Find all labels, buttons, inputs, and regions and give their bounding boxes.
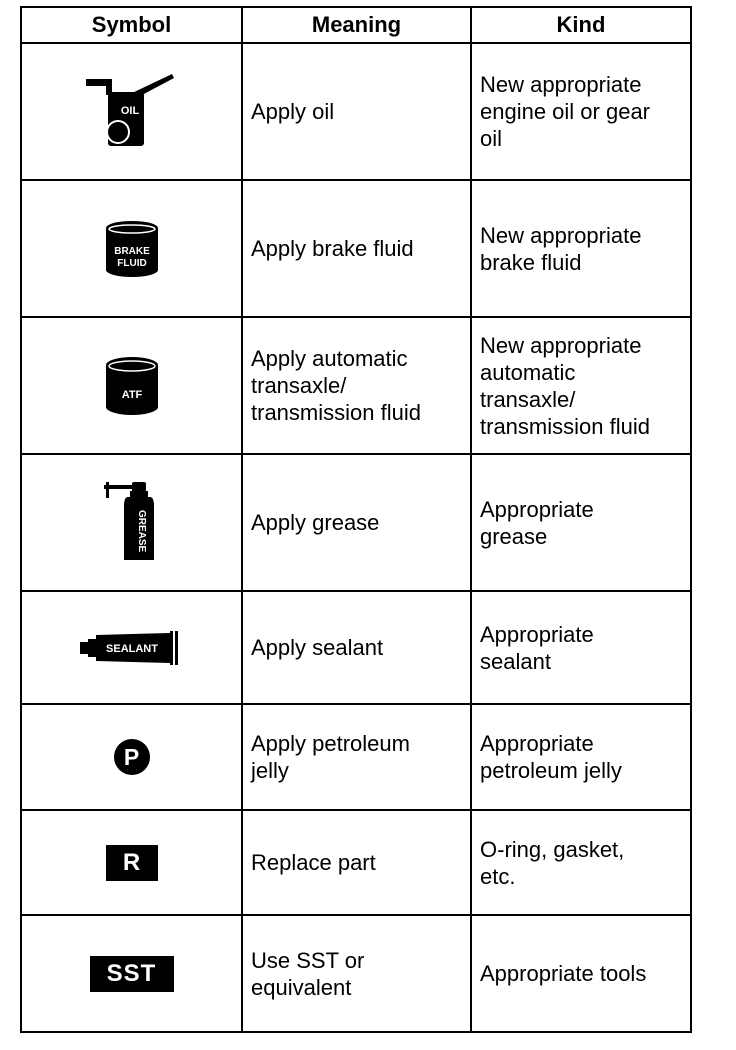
petroleum-jelly-icon: P <box>114 739 150 775</box>
kind-text: Appropriate tools <box>480 961 647 986</box>
header-kind: Kind <box>471 7 691 43</box>
table-row-grease <box>21 454 691 591</box>
oil-can-icon <box>86 74 178 150</box>
kind-text: New appropriate automatic transaxle/ transmission fluid <box>480 332 650 439</box>
sealant-tube-icon <box>80 630 184 666</box>
kind-cell-sst <box>471 915 691 1032</box>
meaning-cell-atf <box>242 317 471 454</box>
atf-can-icon <box>104 356 160 416</box>
kind-text: Appropriate sealant <box>480 621 594 674</box>
table-row-atf <box>21 317 691 454</box>
kind-cell-atf <box>471 317 691 454</box>
meaning-cell-sealant <box>242 591 471 704</box>
meaning-text: Apply sealant <box>251 635 384 660</box>
kind-cell-grease <box>471 454 691 591</box>
kind-text: O-ring, gasket, etc. <box>480 836 625 889</box>
table-row-oil <box>21 43 691 180</box>
kind-cell-sealant <box>471 591 691 704</box>
sst-tool-icon: SST <box>90 956 174 992</box>
symbol-cell-grease <box>21 454 242 591</box>
meaning-cell-petroleum-jelly <box>242 704 471 810</box>
meaning-cell-grease <box>242 454 471 591</box>
symbol-cell-sealant <box>21 591 242 704</box>
meaning-cell-brake-fluid <box>242 180 471 317</box>
meaning-text: Use SST or equivalent <box>251 947 365 1000</box>
grease-icon-label: GREASE <box>135 509 147 552</box>
header-symbol: Symbol <box>21 7 242 43</box>
meaning-cell-oil <box>242 43 471 180</box>
brake-fluid-can-icon <box>104 220 160 278</box>
kind-cell-oil <box>471 43 691 180</box>
atf-icon-label: ATF <box>121 388 142 401</box>
meaning-cell-replace-part <box>242 810 471 915</box>
kind-cell-replace-part <box>471 810 691 915</box>
meaning-text: Replace part <box>251 850 376 875</box>
symbol-cell-petroleum-jelly <box>21 704 242 810</box>
header-row <box>21 7 691 43</box>
kind-cell-petroleum-jelly <box>471 704 691 810</box>
kind-text: New appropriate engine oil or gear oil <box>480 72 651 151</box>
sealant-icon-label: SEALANT <box>105 642 158 655</box>
symbol-cell-oil <box>21 43 242 180</box>
symbol-cell-replace-part <box>21 810 242 915</box>
kind-text: Appropriate petroleum jelly <box>480 731 622 783</box>
table-row-sst <box>21 915 691 1032</box>
symbol-cell-atf <box>21 317 242 454</box>
meaning-text: Apply petroleum jelly <box>251 731 410 783</box>
grease-gun-icon <box>104 482 160 564</box>
replace-part-icon: R <box>106 845 158 881</box>
kind-text: Appropriate grease <box>480 496 594 549</box>
brake-icon-label-1: BRAKE <box>113 245 150 257</box>
meaning-text: Apply grease <box>251 510 380 535</box>
meaning-cell-sst <box>242 915 471 1032</box>
meaning-text: Apply brake fluid <box>251 236 414 261</box>
symbol-cell-brake-fluid <box>21 180 242 317</box>
kind-cell-brake-fluid <box>471 180 691 317</box>
kind-text: New appropriate brake fluid <box>480 222 642 275</box>
symbols-table <box>20 6 692 1033</box>
table-row-brake-fluid <box>21 180 691 317</box>
meaning-text: Apply oil <box>251 99 335 124</box>
brake-icon-label-2: FLUID <box>116 257 147 269</box>
table-row-petroleum-jelly <box>21 704 691 810</box>
header-meaning: Meaning <box>242 7 471 43</box>
meaning-text: Apply automatic transaxle/ transmission fluid <box>251 346 421 425</box>
oil-icon-label: OIL <box>120 104 139 117</box>
table-row-replace-part <box>21 810 691 915</box>
symbol-cell-sst <box>21 915 242 1032</box>
table-row-sealant <box>21 591 691 704</box>
